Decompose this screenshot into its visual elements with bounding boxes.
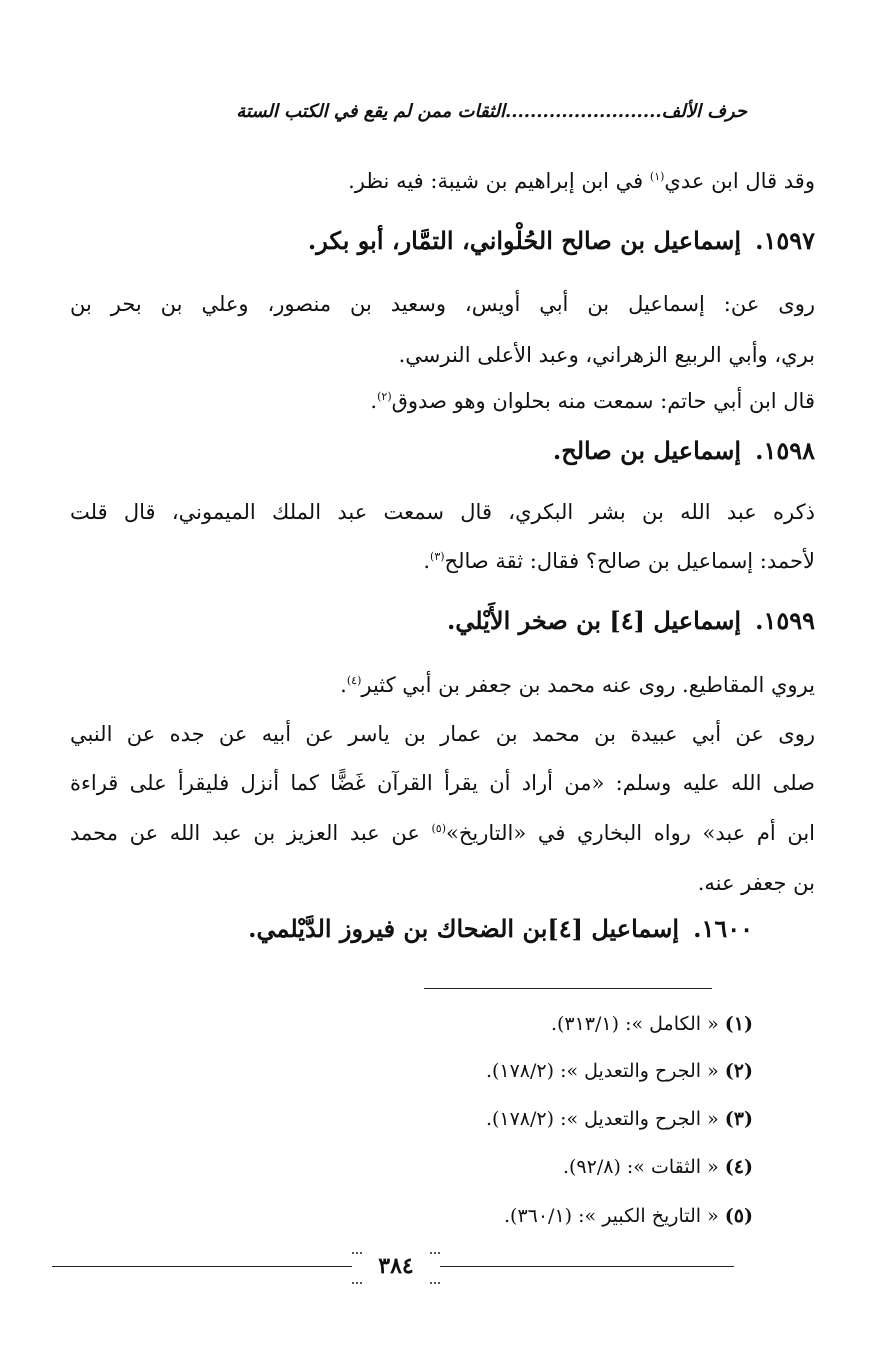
- footnote-text: « الثقات »: (٩٢/٨).: [562, 1156, 719, 1178]
- text-line: ذكره عبد الله بن بشر البكري، قال سمعت عبد الملك الميموني، قال قلت: [70, 500, 815, 524]
- text-line: بن جعفر عنه.: [697, 871, 815, 895]
- footnote-item: [200, 1202, 753, 1230]
- entry-heading-1600: [70, 914, 753, 944]
- entry-number: ١٥٩٨.: [755, 436, 815, 465]
- text-span: .: [340, 673, 347, 697]
- entry-number: ١٦٠٠.: [693, 914, 753, 943]
- footnote-ref[interactable]: (١): [649, 170, 665, 183]
- entry-name: إسماعيل بن صالح.: [552, 436, 742, 465]
- text-line: بري، وأبي الربيع الزهراني، وعبد الأعلى النرسي.: [398, 343, 815, 367]
- footnote-item: [200, 1057, 753, 1085]
- text-span: قال ابن أبي حاتم: سمعت منه بحلوان وهو صدوق: [391, 389, 815, 413]
- text-line: صلى الله عليه وسلم: «من أراد أن يقرأ القرآن غَضًّا كما أنزل فليقرأ على قراءة: [70, 771, 815, 795]
- text-line: [70, 670, 815, 700]
- text-span: لأحمد: إسماعيل بن صالح؟ فقال: ثقة صالح: [444, 549, 815, 573]
- text-span: .: [370, 389, 378, 413]
- footnote-text: « الجرح والتعديل »: (١٧٨/٢).: [485, 1108, 719, 1130]
- entry-number: ١٥٩٩.: [755, 606, 815, 635]
- footnote-ref[interactable]: (٥): [431, 822, 446, 835]
- entry-name: إسماعيل بن صالح الحُلْواني، التمَّار، أبو بكر.: [307, 226, 742, 255]
- text-line: [70, 546, 815, 576]
- text-span: يروي المقاطيع. روى عنه محمد بن جعفر بن أبي كثير: [361, 673, 815, 697]
- entry-heading-1597: [70, 226, 815, 256]
- entry-heading-1598: [70, 436, 815, 466]
- text-line: [70, 386, 815, 416]
- bottom-rule-left: [52, 1266, 352, 1267]
- text-span: ابن أم عبد» رواه البخاري في «التاريخ»: [446, 821, 815, 845]
- text-span: عن عبد العزيز بن عبد الله عن محمد: [70, 821, 432, 845]
- footnote-ref[interactable]: (٣): [430, 550, 445, 563]
- text-span: وقد قال ابن عدي: [664, 169, 815, 193]
- text-line: [70, 818, 815, 848]
- entry-name: إسماعيل [٤]بن الضحاك بن فيروز الدَّيْلمي.: [248, 914, 680, 943]
- text-line: روى عن أبي عبيدة بن محمد بن عمار بن ياسر عن أبيه عن جده عن النبي: [70, 722, 815, 746]
- text-span: في ابن إبراهيم بن شيبة: فيه نظر.: [348, 169, 650, 193]
- footnote-number: (٣): [724, 1108, 753, 1130]
- text-line: [70, 166, 815, 196]
- footnote-number: (٤): [724, 1156, 753, 1178]
- footnote-text: « التاريخ الكبير »: (٣٦٠/١).: [503, 1205, 719, 1227]
- entry-heading-1599: [70, 606, 815, 636]
- footnote-item: [200, 1010, 753, 1038]
- entry-name: إسماعيل [٤] بن صخر الأَيْلي.: [446, 606, 742, 635]
- footnote-text: « الجرح والتعديل »: (١٧٨/٢).: [485, 1060, 719, 1082]
- footnote-item: [200, 1105, 753, 1133]
- footnote-separator: [424, 988, 712, 989]
- footnote-number: (٢): [724, 1060, 753, 1082]
- footnote-ref[interactable]: (٤): [346, 674, 362, 687]
- footnote-ref[interactable]: (٢): [377, 390, 392, 403]
- running-header: حرف الألف.........................الثقات ممن لم يقع في الكتب الستة: [236, 101, 747, 122]
- entry-number: ١٥٩٧.: [755, 226, 815, 255]
- footnote-text: « الكامل »: (٣١٣/١).: [550, 1013, 719, 1035]
- footnote-number: (١): [724, 1013, 753, 1035]
- bottom-rule-right: [440, 1266, 734, 1267]
- footnote-number: (٥): [724, 1205, 753, 1227]
- text-span: .: [423, 549, 431, 573]
- footnote-item: [200, 1153, 753, 1181]
- page-number: ٣٨٤: [378, 1253, 414, 1279]
- text-line: روى عن: إسماعيل بن أبي أويس، وسعيد بن منصور، وعلي بن بحر بن: [70, 292, 815, 316]
